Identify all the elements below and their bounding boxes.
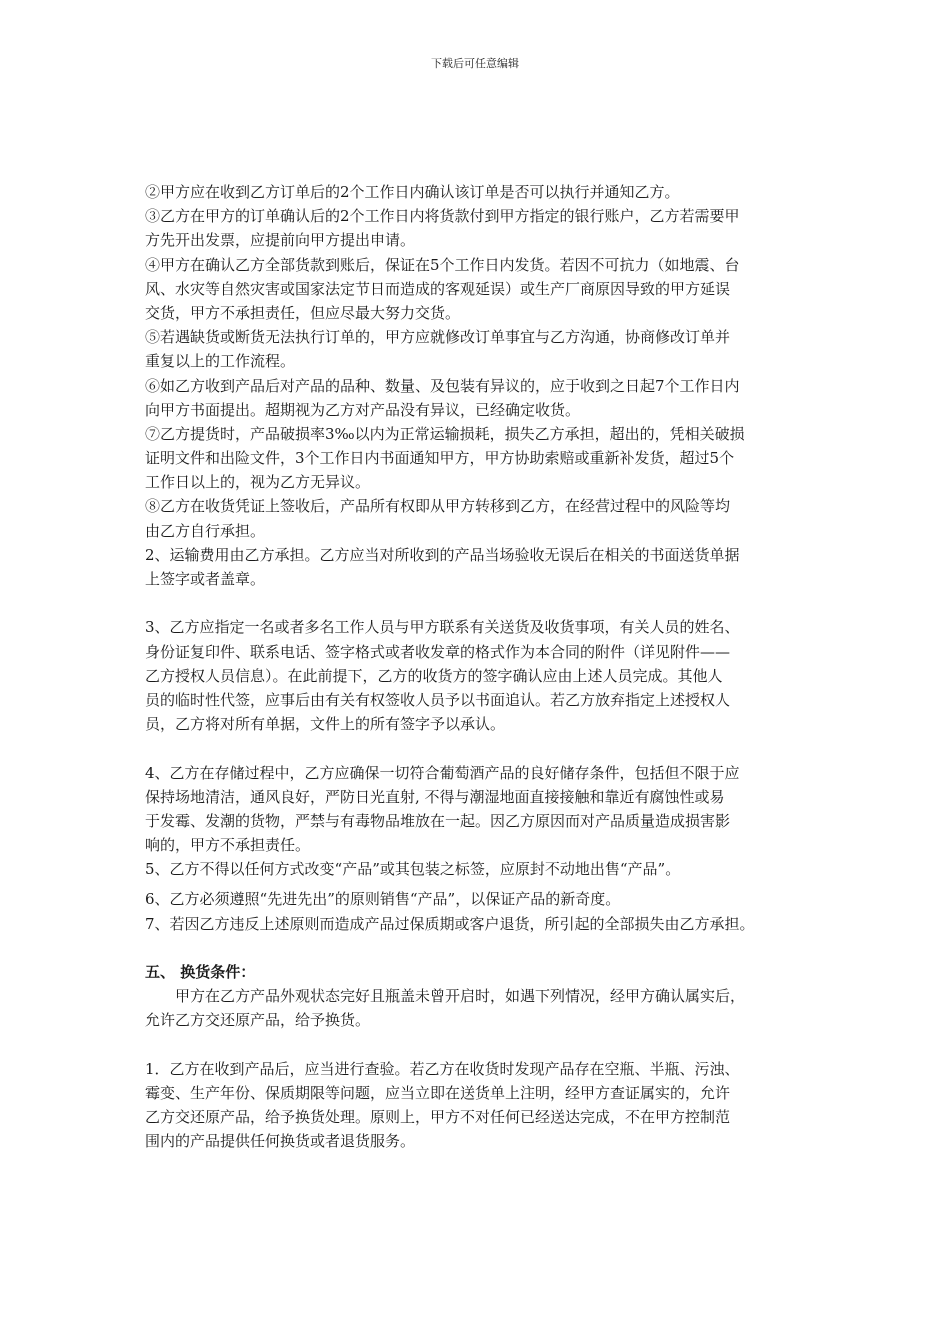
text-line: 7、若因乙方违反上述原则而造成产品过保质期或客户退货，所引起的全部损失由乙方承担。 <box>145 914 755 933</box>
text-line: 员的临时性代签，应事后由有关有权签收人员予以书面追认。若乙方放弃指定上述授权人 <box>145 690 731 709</box>
text-line: 2、运输费用由乙方承担。乙方应当对所收到的产品当场验收无误后在相关的书面送货单据 <box>145 545 740 564</box>
text-line: 交货，甲方不承担责任，但应尽最大努力交货。 <box>145 303 461 322</box>
text-line: ④甲方在确认乙方全部货款到账后，保证在5个工作日内发货。若因不可抗力（如地震、台 <box>145 255 740 274</box>
text-line: 于发霉、发潮的货物，严禁与有毒物品堆放在一起。因乙方原因而对产品质量造成损害影 <box>145 811 731 830</box>
text-line: 霉变、生产年份、保质期限等问题，应当立即在送货单上注明，经甲方查证属实的，允许 <box>145 1083 731 1102</box>
text-line: 方先开出发票，应提前向甲方提出申请。 <box>145 231 416 250</box>
text-line: ⑥如乙方收到产品后对产品的品种、数量、及包装有异议的，应于收到之日起7个工作日内 <box>145 376 740 395</box>
text-line: 乙方授权人员信息）。在此前提下，乙方的收货方的签字确认应由上述人员完成。其他人 <box>145 666 723 685</box>
paragraph-gap <box>145 1033 825 1057</box>
text-line: 4、乙方在存储过程中，乙方应确保一切符合葡萄酒产品的良好储存条件，包括但不限于应 <box>145 763 740 782</box>
text-line: 证明文件和出险文件，3个工作日内书面通知甲方，甲方协助索赔或重新补发货，超过5个 <box>145 449 735 468</box>
text-line: 由乙方自行承担。 <box>145 521 266 540</box>
text-line: ⑦乙方提货时，产品破损率3‰以内为正常运输损耗，损失乙方承担，超出的，凭相关破损 <box>145 424 745 443</box>
text-line: 身份证复印件、联系电话、签字格式或者收发章的格式作为本合同的附件（详见附件—— <box>145 642 731 661</box>
section-heading: 五、 换货条件： <box>145 963 256 981</box>
document-body <box>145 180 825 1154</box>
text-line: 员，乙方将对所有单据，文件上的所有签字予以承认。 <box>145 715 506 734</box>
paragraph-gap <box>145 936 825 960</box>
text-line: 1．乙方在收到产品后，应当进行查验。若乙方在收货时发现产品存在空瓶、半瓶、污浊、 <box>145 1059 740 1078</box>
text-line: 围内的产品提供任何换货或者退货服务。 <box>145 1132 416 1151</box>
text-line: 5、乙方不得以任何方式改变“产品”或其包装之标签，应原封不动地出售“产品”。 <box>145 860 681 879</box>
text-line: 向甲方书面提出。超期视为乙方对产品没有异议，已经确定收货。 <box>145 400 581 419</box>
text-line: 3、乙方应指定一名或者多名工作人员与甲方联系有关送货及收货事项，有关人员的姓名、 <box>145 618 740 637</box>
text-line: 重复以上的工作流程。 <box>145 352 296 371</box>
text-line: 6、乙方必须遵照“先进先出”的原则销售“产品”，以保证产品的新奇度。 <box>145 890 621 909</box>
text-line: 保持场地清洁，通风良好，严防日光直射, 不得与潮湿地面直接接触和靠近有腐蚀性或易 <box>145 787 725 806</box>
paragraph-gap <box>145 591 825 615</box>
page-header: 下载后可任意编辑 <box>431 57 519 70</box>
text-line: 乙方交还原产品，给予换货处理。原则上，甲方不对任何已经送达完成，不在甲方控制范 <box>145 1108 731 1127</box>
text-line: ⑤若遇缺货或断货无法执行订单的，甲方应就修改订单事宜与乙方沟通，协商修改订单并 <box>145 328 731 347</box>
text-line: 甲方在乙方产品外观状态完好且瓶盖未曾开启时，如遇下列情况，经甲方确认属实后， <box>175 987 746 1006</box>
text-line: ⑧乙方在收货凭证上签收后，产品所有权即从甲方转移到乙方，在经营过程中的风险等均 <box>145 497 731 516</box>
text-line: 响的，甲方不承担责任。 <box>145 836 311 855</box>
text-line: 工作日以上的，视为乙方无异议。 <box>145 473 371 492</box>
text-line: 允许乙方交还原产品，给予换货。 <box>145 1011 371 1030</box>
text-line: ③乙方在甲方的订单确认后的2个工作日内将货款付到甲方指定的银行账户，乙方若需要甲 <box>145 207 740 226</box>
text-line: ②甲方应在收到乙方订单后的2个工作日内确认该订单是否可以执行并通知乙方。 <box>145 183 680 201</box>
paragraph-gap <box>145 736 825 760</box>
text-line: 上签字或者盖章。 <box>145 570 266 588</box>
text-line: 风、水灾等自然灾害或国家法定节日而造成的客观延误）或生产厂商原因导致的甲方延误 <box>145 279 731 298</box>
